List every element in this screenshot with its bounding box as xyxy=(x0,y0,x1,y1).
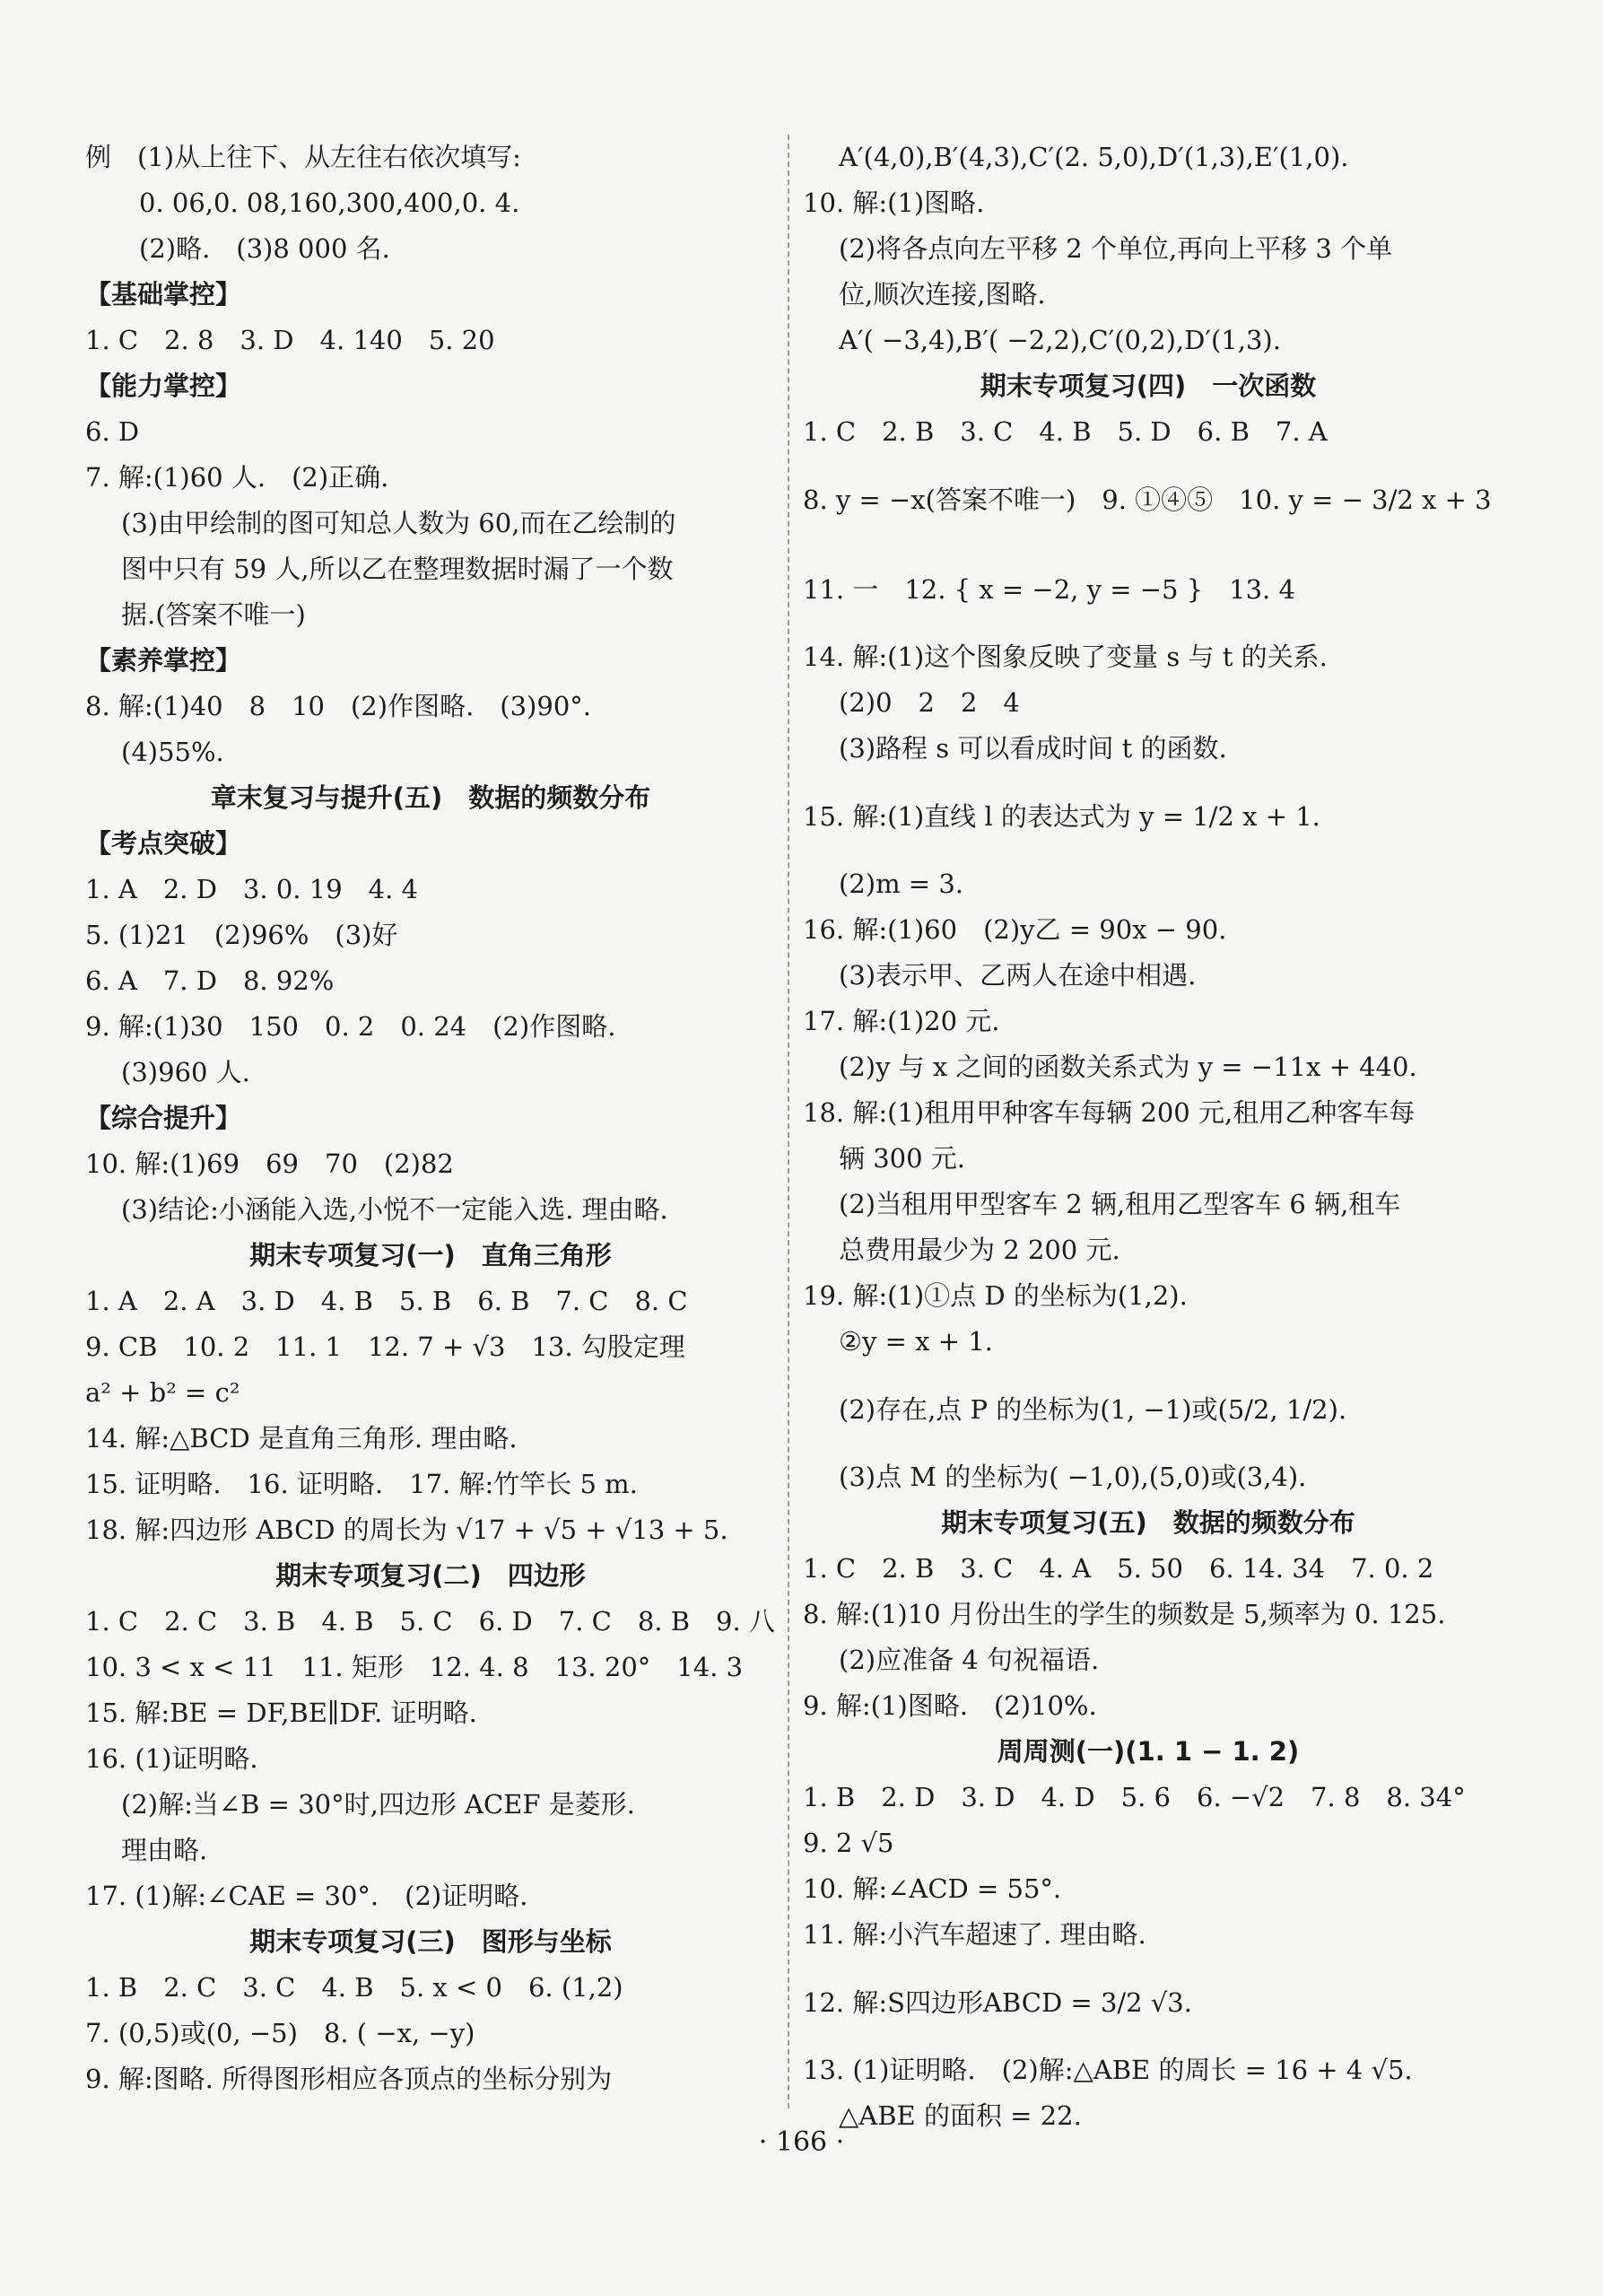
right-line: 8. 解:(1)10 月份出生的学生的频数是 5,频率为 0. 125. xyxy=(803,1599,1446,1629)
left-line: 【基础掌控】 xyxy=(85,279,242,310)
right-line: (2)存在,点 P 的坐标为(1, −1)或(5/2, 1/2). xyxy=(839,1394,1347,1425)
left-line: 15. 解:BE = DF,BE∥DF. 证明略. xyxy=(85,1698,477,1728)
right-line: 1. C 2. B 3. C 4. A 5. 50 6. 14. 34 7. 0. 2 xyxy=(803,1553,1434,1584)
left-line: 【能力掌控】 xyxy=(85,371,242,401)
left-line: 1. A 2. A 3. D 4. B 5. B 6. B 7. C 8. C xyxy=(85,1286,688,1316)
right-line: (2)0 2 2 4 xyxy=(839,687,1020,718)
right-line: 1. C 2. B 3. C 4. B 5. D 6. B 7. A xyxy=(803,416,1328,447)
column-divider xyxy=(788,135,790,2108)
left-line: 17. (1)解:∠CAE = 30°. (2)证明略. xyxy=(85,1881,528,1911)
left-line: 7. 解:(1)60 人. (2)正确. xyxy=(85,462,389,493)
right-line: 10. 解:∠ACD = 55°. xyxy=(803,1873,1062,1904)
left-line: (3)由甲绘制的图可知总人数为 60,而在乙绘制的 xyxy=(121,508,676,538)
left-line: 9. 解:(1)30 150 0. 2 0. 24 (2)作图略. xyxy=(85,1011,616,1042)
left-line: 期末专项复习(二) 四边形 xyxy=(275,1560,586,1591)
right-line: 13. (1)证明略. (2)解:△ABE 的周长 = 16 + 4 √5. xyxy=(803,2055,1413,2085)
right-line: (3)表示甲、乙两人在途中相遇. xyxy=(839,960,1197,991)
left-line: 18. 解:四边形 ABCD 的周长为 √17 + √5 + √13 + 5. xyxy=(85,1515,728,1545)
right-line: 8. y = −x(答案不唯一) 9. ①④⑤ 10. y = − 3/2 x + 3 xyxy=(803,485,1492,515)
left-line: 图中只有 59 人,所以乙在整理数据时漏了一个数 xyxy=(121,554,674,584)
left-line: (2)略. (3)8 000 名. xyxy=(139,233,390,264)
right-line: △ABE 的面积 = 22. xyxy=(839,2100,1082,2131)
right-column xyxy=(803,135,1494,2139)
right-line: A′( −3,4),B′( −2,2),C′(0,2),D′(1,3). xyxy=(839,325,1281,355)
right-line: (3)路程 s 可以看成时间 t 的函数. xyxy=(839,733,1227,764)
left-line: 6. D xyxy=(85,416,140,447)
left-line: 期末专项复习(三) 图形与坐标 xyxy=(249,1926,612,1957)
right-line: 期末专项复习(四) 一次函数 xyxy=(980,371,1317,401)
right-line: (2)m = 3. xyxy=(839,869,963,899)
right-line: 17. 解:(1)20 元. xyxy=(803,1006,1000,1036)
left-line: 章末复习与提升(五) 数据的频数分布 xyxy=(210,782,651,813)
right-line: 总费用最少为 2 200 元. xyxy=(839,1235,1120,1265)
left-line: 15. 证明略. 16. 证明略. 17. 解:竹竿长 5 m. xyxy=(85,1469,638,1499)
left-line: 1. C 2. C 3. B 4. B 5. C 6. D 7. C 8. B 9. 八 xyxy=(85,1606,775,1637)
page-number: · 166 · xyxy=(758,2126,845,2158)
left-line: 9. CB 10. 2 11. 1 12. 7 + √3 13. 勾股定理 xyxy=(85,1331,685,1362)
right-line: 1. B 2. D 3. D 4. D 5. 6 6. −√2 7. 8 8. 34° xyxy=(803,1782,1466,1812)
left-line: 10. 3 < x < 11 11. 矩形 12. 4. 8 13. 20° 14. 3 xyxy=(85,1652,744,1682)
left-line: 【素养掌控】 xyxy=(85,645,242,676)
right-line: 16. 解:(1)60 (2)y乙 = 90x − 90. xyxy=(803,914,1227,945)
left-line: 10. 解:(1)69 69 70 (2)82 xyxy=(85,1148,454,1179)
left-line: 据.(答案不唯一) xyxy=(121,599,306,630)
left-line: 1. C 2. 8 3. D 4. 140 5. 20 xyxy=(85,325,495,355)
right-line: 18. 解:(1)租用甲种客车每辆 200 元,租用乙种客车每 xyxy=(803,1097,1416,1128)
left-line: (3)960 人. xyxy=(121,1057,250,1087)
right-line: A′(4,0),B′(4,3),C′(2. 5,0),D′(1,3),E′(1,0). xyxy=(839,142,1349,172)
left-line: 0. 06,0. 08,160,300,400,0. 4. xyxy=(139,188,520,218)
right-line: 11. 解:小汽车超速了. 理由略. xyxy=(803,1919,1146,1950)
right-line: (2)当租用甲型客车 2 辆,租用乙型客车 6 辆,租车 xyxy=(839,1189,1401,1219)
left-line: 6. A 7. D 8. 92% xyxy=(85,965,335,996)
left-line: 5. (1)21 (2)96% (3)好 xyxy=(85,920,398,950)
left-line: (4)55%. xyxy=(121,737,224,767)
left-line: 16. (1)证明略. xyxy=(85,1743,258,1774)
right-line: (3)点 M 的坐标为( −1,0),(5,0)或(3,4). xyxy=(839,1462,1307,1492)
right-line: 周周测(一)(1. 1 − 1. 2) xyxy=(997,1736,1300,1767)
right-line: 9. 2 √5 xyxy=(803,1828,894,1858)
left-line: 1. A 2. D 3. 0. 19 4. 4 xyxy=(85,874,418,904)
left-line: 例 (1)从上往下、从左往右依次填写: xyxy=(85,142,521,172)
right-line: 期末专项复习(五) 数据的频数分布 xyxy=(941,1507,1355,1538)
right-line: 15. 解:(1)直线 l 的表达式为 y = 1/2 x + 1. xyxy=(803,801,1320,832)
right-line: 19. 解:(1)①点 D 的坐标为(1,2). xyxy=(803,1280,1188,1311)
left-line: (3)结论:小涵能入选,小悦不一定能入选. 理由略. xyxy=(121,1194,668,1225)
right-line: 辆 300 元. xyxy=(839,1143,966,1174)
left-line: 9. 解:图略. 所得图形相应各顶点的坐标分别为 xyxy=(85,2064,613,2094)
left-line: 【考点突破】 xyxy=(85,828,242,859)
right-line: (2)应准备 4 句祝福语. xyxy=(839,1645,1100,1675)
left-line: 理由略. xyxy=(121,1835,208,1865)
left-line: 1. B 2. C 3. C 4. B 5. x < 0 6. (1,2) xyxy=(85,1972,623,2003)
right-line: 位,顺次连接,图略. xyxy=(839,279,1046,310)
right-line: (2)将各点向左平移 2 个单位,再向上平移 3 个单 xyxy=(839,233,1393,264)
left-line: 期末专项复习(一) 直角三角形 xyxy=(249,1240,612,1270)
left-line: 14. 解:△BCD 是直角三角形. 理由略. xyxy=(85,1423,518,1454)
left-line: (2)解:当∠B = 30°时,四边形 ACEF 是菱形. xyxy=(121,1789,635,1820)
right-line: ②y = x + 1. xyxy=(839,1326,993,1357)
left-line: 8. 解:(1)40 8 10 (2)作图略. (3)90°. xyxy=(85,691,591,721)
left-line: 【综合提升】 xyxy=(85,1103,242,1133)
left-line: a² + b² = c² xyxy=(85,1377,240,1408)
right-line: 12. 解:S四边形ABCD = 3/2 √3. xyxy=(803,1987,1192,2018)
right-line: 14. 解:(1)这个图象反映了变量 s 与 t 的关系. xyxy=(803,642,1328,672)
left-column xyxy=(85,135,776,2102)
left-line: 7. (0,5)或(0, −5) 8. ( −x, −y) xyxy=(85,2018,475,2048)
right-line: 11. 一 12. { x = −2, y = −5 } 13. 4 xyxy=(803,574,1295,605)
right-line: 10. 解:(1)图略. xyxy=(803,188,985,218)
right-line: (2)y 与 x 之间的函数关系式为 y = −11x + 440. xyxy=(839,1052,1417,1082)
right-line: 9. 解:(1)图略. (2)10%. xyxy=(803,1690,1097,1721)
